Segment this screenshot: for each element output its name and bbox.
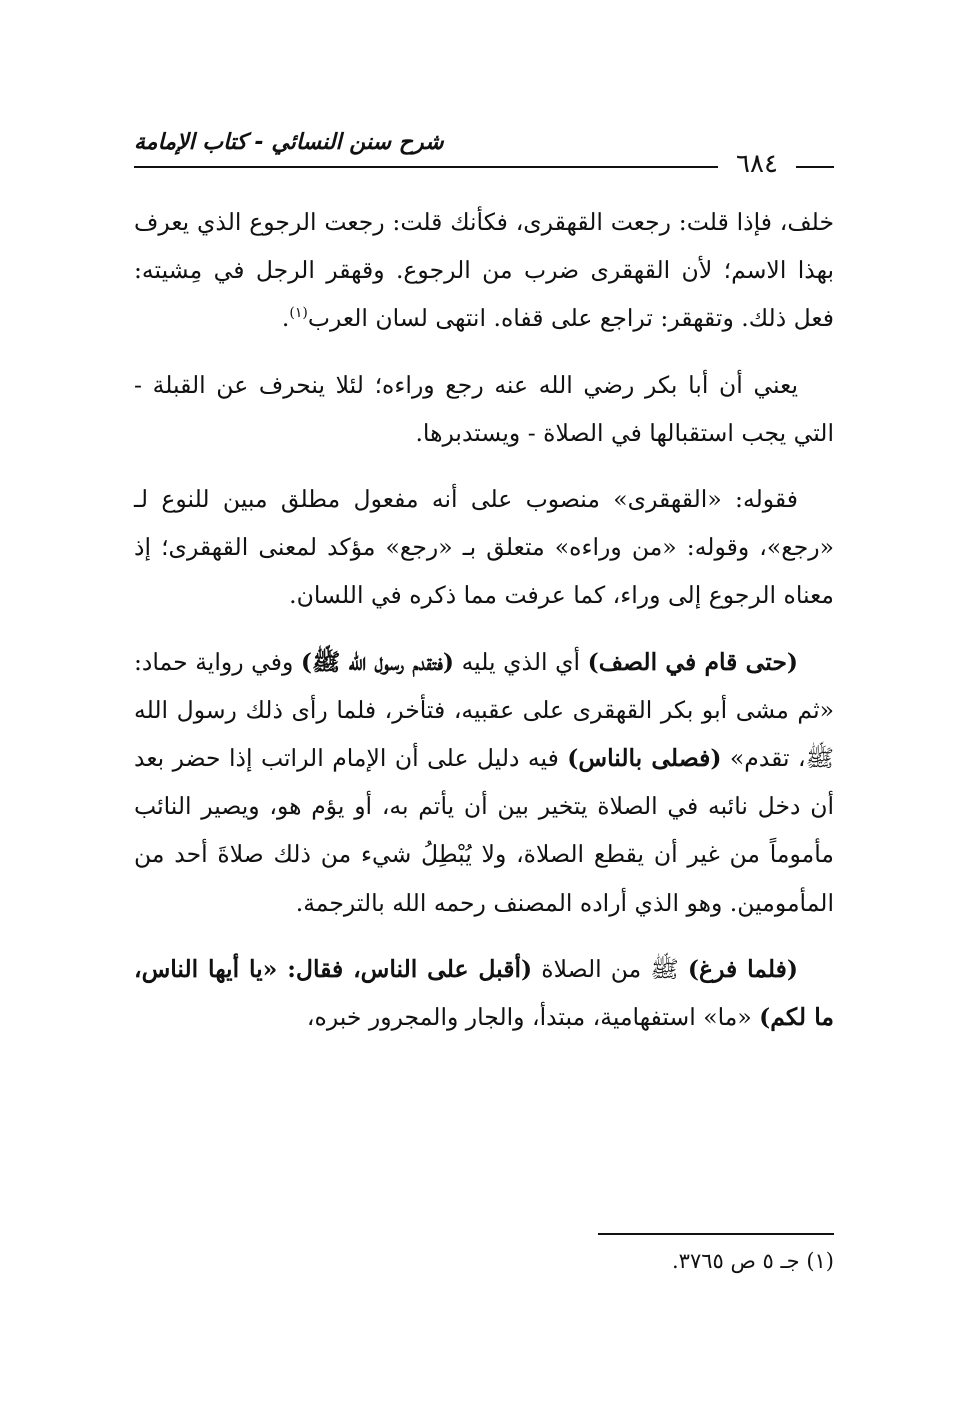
paragraph-4-text-3: فيه دليل على أن الإمام الراتب إذا حضر بعد أن دخل نائبه في الصلاة يتخير بين أن يأتم به، أو يؤم هو، ويصير النائب مأموماً من غير أن يقطع الصلاة، ولا يُبْطِلُ شيء من ذلك صلاةَ أحد من المأمومين. وهو الذي أراده المصنف رحمه الله بالترجمة.: [134, 744, 834, 917]
paragraph-5: [134, 945, 834, 1041]
paragraph-1-text: خلف، فإذا قلت: رجعت القهقرى، فكأنك قلت: رجعت الرجوع الذي يعرف بهذا الاسم؛ لأن القهقرى ضرب من الرجوع. وقهقر الرجل في مِشيته: فعل ذلك. وتقهقر: تراجع على قفاه. انتهى لسان العرب: [134, 208, 834, 333]
paragraph-4-quote-2: (فتقدم رسول الله ﷺ): [300, 647, 455, 676]
body-text: [134, 198, 834, 1059]
paragraph-3: فقوله: «القهقرى» منصوب على أنه مفعول مطلق مبين للنوع لـ «رجع»، وقوله: «من وراءه» متعلق بـ «رجع» مؤكد لمعنى القهقرى؛ إذ معناه الرجوع إلى وراء، كما عرفت مما ذكره في اللسان.: [134, 485, 834, 610]
paragraph-4-quote-3: (فصلى بالناس): [567, 744, 722, 773]
paragraph-5-quote-2: (أقبل على الناس، فقال: «يا أيها الناس، ما لكم): [134, 954, 834, 1032]
paragraph-4-text-1: أي الذي يليه: [454, 647, 588, 676]
header-rule: [134, 166, 718, 168]
footnote: (١) جـ ٥ ص ٣٧٦٥.: [671, 1249, 834, 1273]
paragraph-5-text-1: ﷺ من الصلاة: [532, 954, 688, 983]
header-rule-short: [796, 166, 834, 168]
paragraph-2: يعني أن أبا بكر رضي الله عنه رجع وراءه؛ لئلا ينحرف عن القبلة - التي يجب استقبالها في الصلاة - ويستدبرها.: [134, 370, 834, 447]
paragraph-5-text-2: «ما» استفهامية، مبتدأ، والجار والمجرور خبره،: [306, 1003, 760, 1032]
paragraph-4-quote-1: (حتى قام في الصف): [587, 647, 798, 676]
paragraph-5-quote-1: (فلما فرغ): [687, 954, 798, 983]
page-number: ٦٨٤: [736, 149, 778, 179]
paragraph-4-text-2: وفي رواية حماد: «ثم مشى أبو بكر القهقرى على عقبيه، فتأخر، فلما رأى ذلك رسول الله ﷺ، تقدم»: [134, 647, 835, 773]
running-header-title: شرح سنن النسائي - كتاب الإمامة: [134, 130, 444, 155]
paragraph-1: [134, 198, 834, 343]
footnote-marker[interactable]: (١): [289, 305, 308, 322]
footnote-rule: [598, 1233, 834, 1235]
paragraph-1-tail: .: [281, 304, 290, 333]
paragraph-4: [134, 638, 834, 927]
